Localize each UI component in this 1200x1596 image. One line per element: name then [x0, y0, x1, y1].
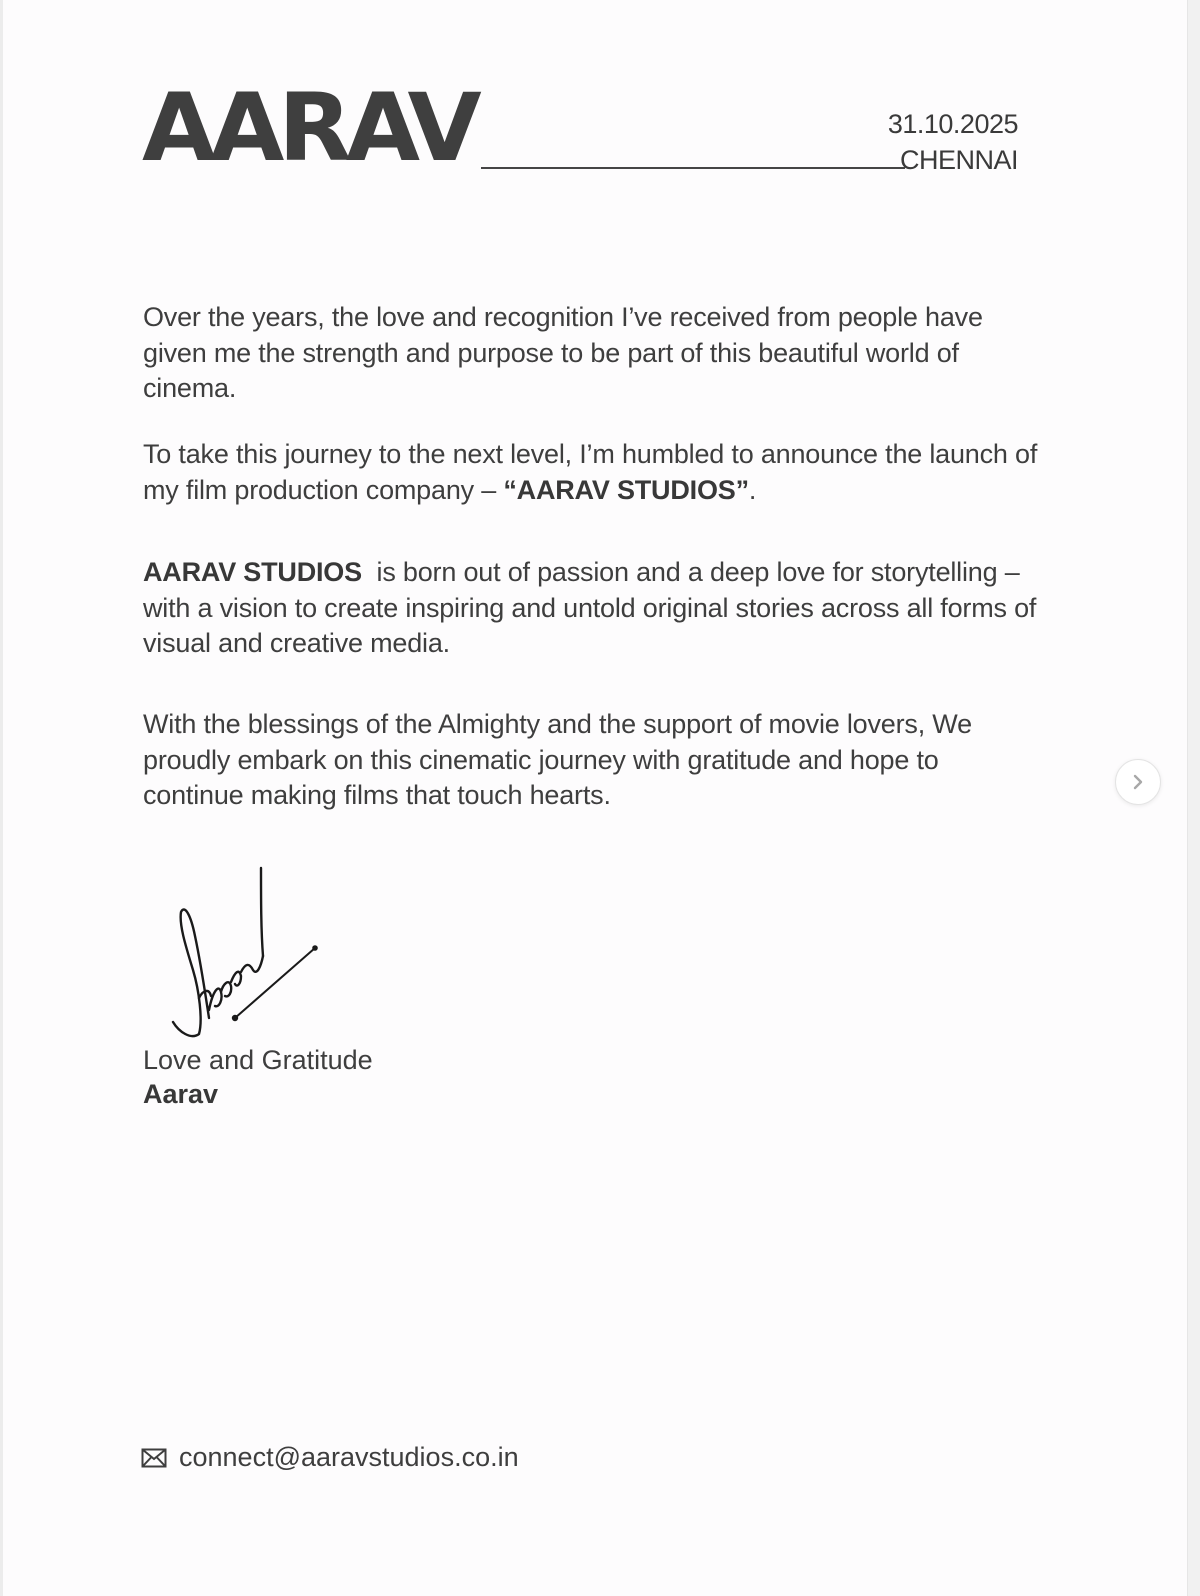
signature-icon [165, 860, 335, 1050]
company-name-quoted: “AARAV STUDIOS” [503, 474, 749, 505]
paragraph-2-text: To take this journey to the next level, I’m humbled to announce the launch of my film production company – [143, 439, 1038, 505]
letter-date: 31.10.2025 [887, 109, 1018, 139]
letter-city: CHENNAI [899, 145, 1018, 175]
paragraph-3-text: is born out of passion and a deep love for storytelling – with a vision to create inspiring and untold original stories across all forms of visual and creative media. [143, 557, 1044, 658]
right-edge-strip [1187, 0, 1200, 1596]
paragraph-2 [143, 437, 1043, 508]
footer-contact [141, 1442, 519, 1473]
sign-off: Love and Gratitude [143, 1045, 373, 1075]
paragraph-1: Over the years, the love and recognition I’ve received from people have given me the strength and purpose to be part of this beautiful world of cinema. [143, 302, 983, 403]
header-divider [481, 167, 905, 169]
next-slide-button[interactable] [1115, 759, 1161, 805]
chevron-right-icon [1130, 772, 1146, 792]
envelope-icon [141, 1448, 167, 1468]
paragraph-3 [143, 555, 1043, 662]
company-name: AARAV STUDIOS [143, 557, 362, 587]
header-meta [888, 106, 1018, 178]
closing-block [143, 1043, 373, 1111]
paragraph-2-tail: . [748, 474, 757, 505]
signatory-name: Aarav [143, 1079, 219, 1109]
paragraph-4: With the blessings of the Almighty and the support of movie lovers, We proudly embark on this cinematic journey with gratitude and hope to continue making films that touch hearts. [143, 709, 972, 810]
contact-email[interactable]: connect@aaravstudios.co.in [179, 1442, 519, 1472]
brand-title: AARAV [142, 74, 476, 183]
